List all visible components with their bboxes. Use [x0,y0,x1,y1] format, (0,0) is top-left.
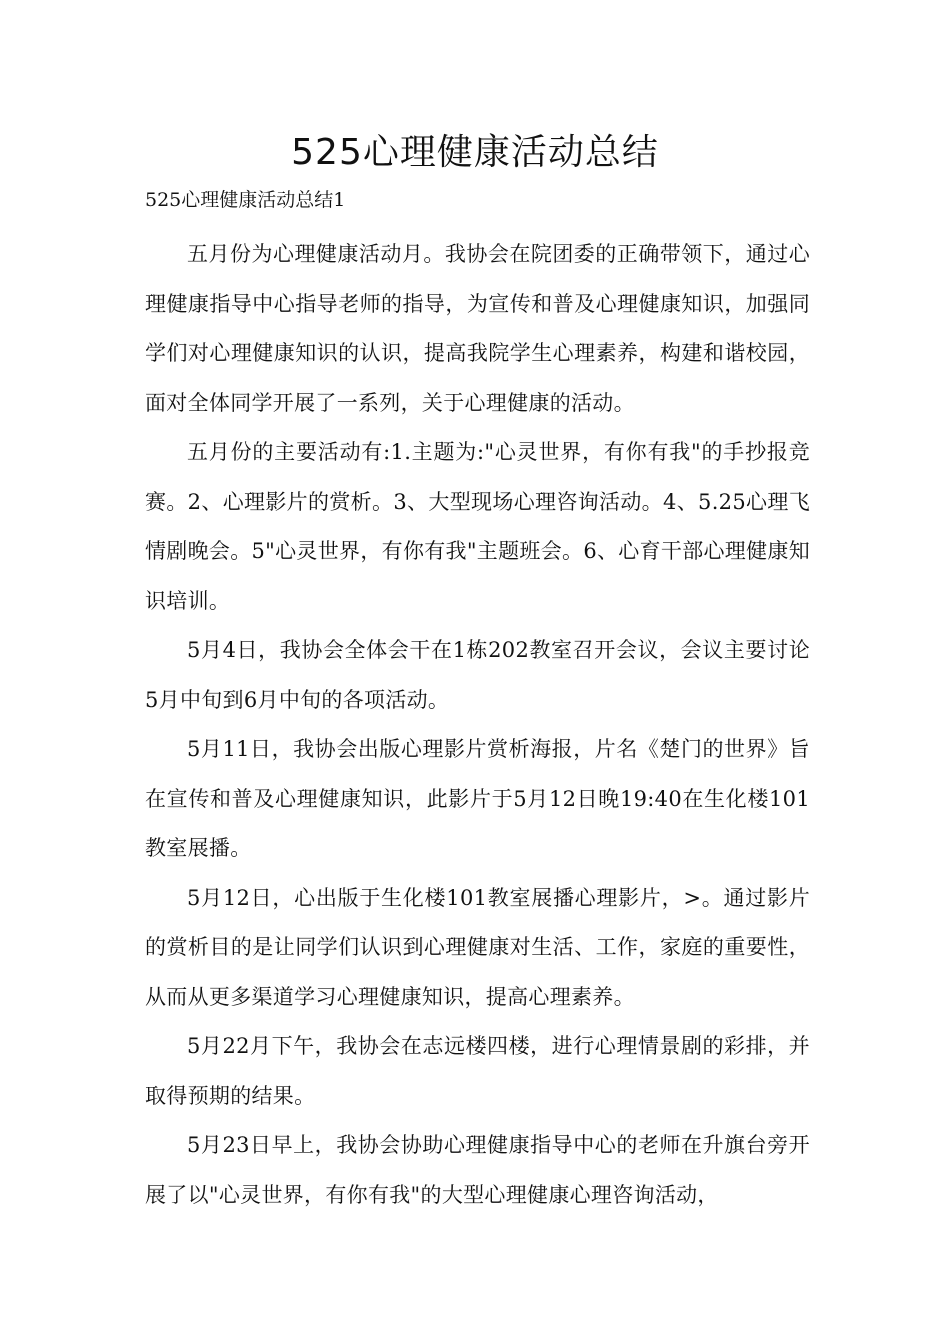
document-subtitle: 525心理健康活动总结1 [145,189,346,211]
paragraph-2: 五月份的主要活动有:1.主题为:"心灵世界，有你有我"的手抄报竞赛。2、心理影片的赏析。3、大型现场心理咨询活动。4、5.25心理飞情剧晚会。5"心灵世界，有你有我"主题班会。6、心育干部心理健康知识培训。 [145,440,810,613]
paragraph-7: 5月23日早上，我协会协助心理健康指导中心的老师在升旗台旁开展了以"心灵世界，有你有我"的大型心理健康心理咨询活动， [145,1133,810,1207]
paragraph-5: 5月12日，心出版于生化楼101教室展播心理影片，>。通过影片的赏析目的是让同学们认识到心理健康对生活、工作，家庭的重要性，从而从更多渠道学习心理健康知识，提高心理素养。 [145,885,810,1009]
paragraph-3: 5月4日，我协会全体会干在1栋202教室召开会议，会议主要讨论5月中旬到6月中旬的各项活动。 [145,638,810,712]
paragraph-4: 5月11日，我协会出版心理影片赏析海报，片名《楚门的世界》旨在宣传和普及心理健康知识，此影片于5月12日晚19:40在生化楼101教室展播。 [145,737,810,860]
paragraph-6: 5月22月下午，我协会在志远楼四楼，进行心理情景剧的彩排，并取得预期的结果。 [145,1034,810,1108]
document-title: 525心理健康活动总结 [291,132,659,173]
paragraph-1: 五月份为心理健康活动月。我协会在院团委的正确带领下，通过心理健康指导中心指导老师的指导，为宣传和普及心理健康知识，加强同学们对心理健康知识的认识，提高我院学生心理素养，构建和谐校园，面对全体同学开展了一系列，关于心理健康的活动。 [145,242,810,415]
document-body [145,230,810,1220]
